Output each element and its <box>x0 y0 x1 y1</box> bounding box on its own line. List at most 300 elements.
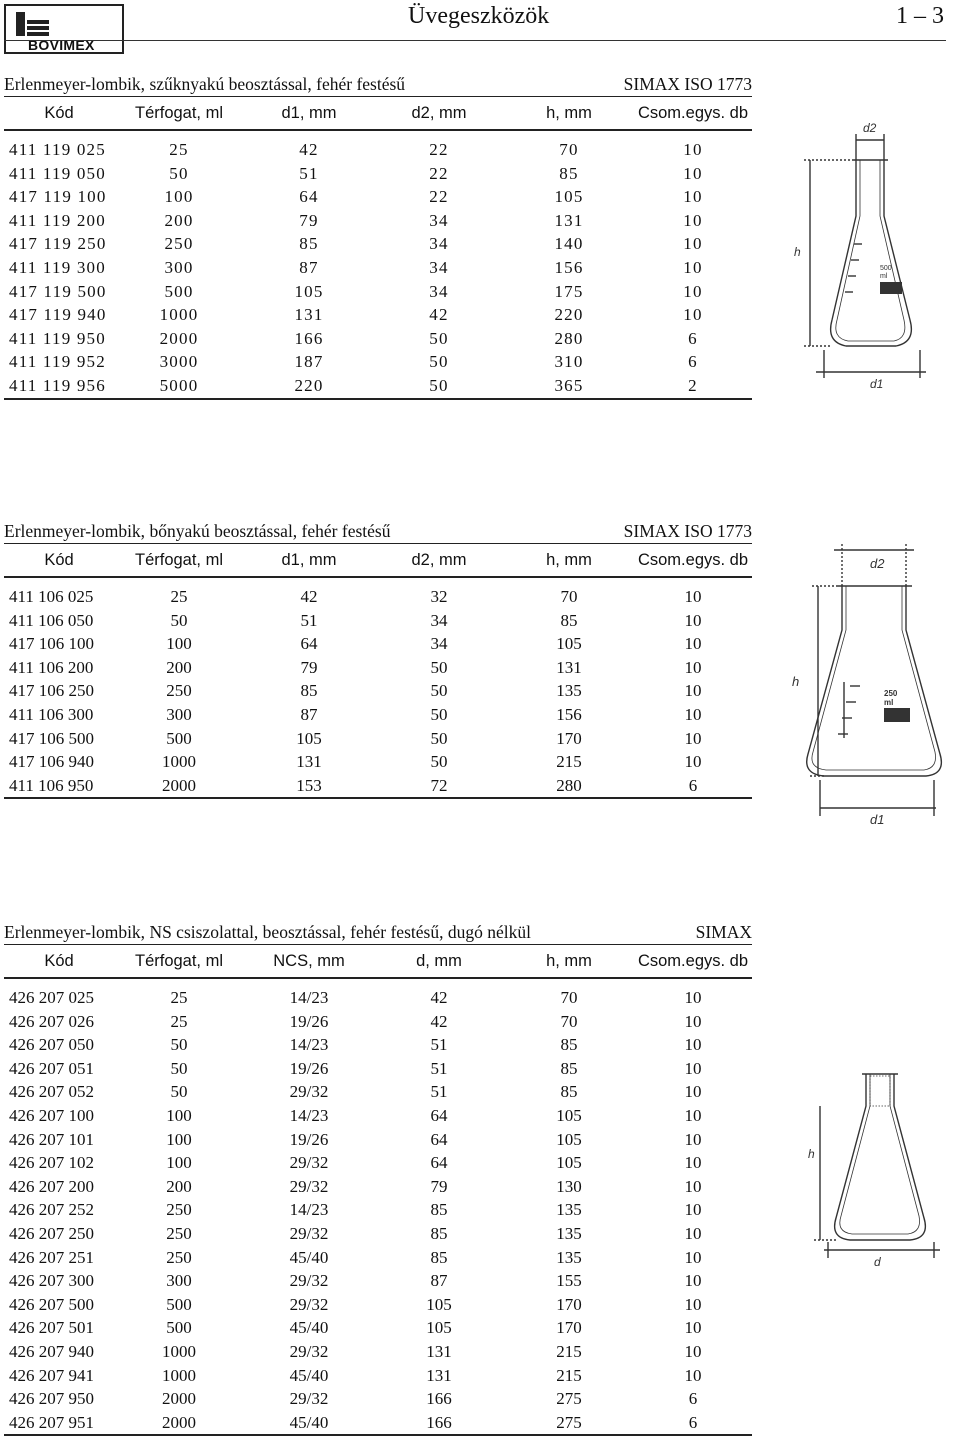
table-cell: 6 <box>634 1411 752 1436</box>
table-cell: 105 <box>426 1294 452 1314</box>
product-code-cell: 417 119 250 <box>9 234 107 254</box>
section-title-detail: NS csiszolattal, beosztással, fehér festésű, dugó nélkül <box>145 922 531 942</box>
table-cell: 85 <box>300 681 318 701</box>
table-row <box>4 1387 752 1411</box>
table-cell: 170 <box>556 1294 582 1314</box>
table-row <box>4 1080 752 1104</box>
table-row <box>4 303 752 327</box>
table-row <box>4 609 752 633</box>
product-code-cell: 417 119 500 <box>9 281 107 301</box>
column-header: Kód <box>4 97 114 130</box>
table-cell: 50 <box>170 1035 188 1055</box>
product-code-cell: 417 106 940 <box>9 752 94 772</box>
column-header: d2, mm <box>374 97 504 130</box>
column-header: NCS, mm <box>244 945 374 978</box>
section-standard: SIMAX ISO 1773 <box>623 74 752 94</box>
table-cell: 10 <box>684 1271 702 1291</box>
table-cell: 29/32 <box>289 1082 329 1102</box>
fig-label-d1: d1 <box>870 377 884 391</box>
figure-ns-joint-flask <box>800 1066 950 1266</box>
table-cell: 250 <box>166 681 192 701</box>
table-row <box>4 1246 752 1270</box>
table-cell: 100 <box>166 1129 192 1149</box>
table-cell: 200 <box>164 210 194 230</box>
column-header: Csom.egys. db <box>634 97 752 130</box>
table-cell: 87 <box>299 257 319 277</box>
product-code-cell: 417 106 500 <box>9 728 94 748</box>
table-cell: 22 <box>429 187 449 207</box>
flask-diagram-icon <box>780 538 950 828</box>
table-cell: 29/32 <box>289 1294 329 1314</box>
table-cell: 85 <box>560 1058 578 1078</box>
table-cell: 14/23 <box>289 1105 329 1125</box>
table-cell: 50 <box>429 352 449 372</box>
product-code-cell: 417 106 100 <box>9 634 94 654</box>
table-cell: 10 <box>683 281 703 301</box>
table-cell: 10 <box>684 1011 702 1031</box>
table-cell: 105 <box>426 1318 452 1338</box>
table-cell: 50 <box>430 681 448 701</box>
table-row <box>4 280 752 304</box>
table-cell: 64 <box>430 1129 448 1149</box>
table-cell: 10 <box>683 163 703 183</box>
table-cell: 10 <box>684 1035 702 1055</box>
table-cell: 131 <box>294 305 324 325</box>
table-cell: 100 <box>166 1105 192 1125</box>
table-cell: 10 <box>684 657 702 677</box>
table-cell: 250 <box>166 1247 192 1267</box>
table-cell: 10 <box>684 1058 702 1078</box>
table-cell: 51 <box>430 1082 448 1102</box>
table-cell: 34 <box>429 234 449 254</box>
table-cell: 156 <box>554 257 584 277</box>
figure-narrow-neck-flask <box>776 120 946 392</box>
table-cell: 275 <box>504 1411 634 1436</box>
table-cell: 170 <box>556 1318 582 1338</box>
section-title-detail: szűknyakú beosztással, fehér festésű <box>145 74 406 94</box>
table-cell: 10 <box>683 234 703 254</box>
fig-label-d1: d1 <box>870 812 885 827</box>
table-row <box>4 1175 752 1199</box>
table-cell: 50 <box>374 374 504 399</box>
table-cell: 29/32 <box>289 1389 329 1409</box>
table-cell: 1000 <box>159 305 199 325</box>
table-cell: 34 <box>429 281 449 301</box>
table-cell: 10 <box>684 1082 702 1102</box>
column-header: d2, mm <box>374 544 504 577</box>
table-row <box>4 327 752 351</box>
column-header: Kód <box>4 945 114 978</box>
page-number: 1 – 3 <box>896 3 944 29</box>
table-cell: 50 <box>430 752 448 772</box>
flask-volume-label: 500 <box>880 265 892 272</box>
column-header: h, mm <box>504 544 634 577</box>
product-code-cell: 411 119 200 <box>9 210 106 230</box>
table-cell: 25 <box>170 587 188 606</box>
table-cell: 70 <box>560 1011 578 1031</box>
product-code-cell: 426 207 951 <box>4 1411 114 1436</box>
product-code-cell: 411 119 300 <box>9 257 106 277</box>
table-cell: 10 <box>684 1341 702 1361</box>
table-cell: 70 <box>560 587 578 606</box>
table-cell: 10 <box>684 1247 702 1267</box>
table-cell: 2000 <box>159 328 199 348</box>
table-cell: 32 <box>430 587 448 606</box>
product-code-cell: 417 106 250 <box>9 681 94 701</box>
table-cell: 131 <box>426 1365 452 1385</box>
table-cell: 25 <box>170 1011 188 1031</box>
table-cell: 10 <box>684 1200 702 1220</box>
product-code-cell: 426 207 025 <box>9 988 94 1007</box>
table-cell: 34 <box>429 210 449 230</box>
section-title-main: Erlenmeyer-lombik, <box>4 74 146 94</box>
product-code-cell: 426 207 300 <box>9 1271 94 1291</box>
table-row <box>4 656 752 680</box>
table-cell: 10 <box>683 140 703 159</box>
table-cell: 10 <box>684 728 702 748</box>
table-cell: 1000 <box>162 1341 196 1361</box>
table-row <box>4 162 752 186</box>
table-cell: 34 <box>430 634 448 654</box>
table-cell: 70 <box>560 988 578 1007</box>
flask-diagram-icon <box>776 120 946 392</box>
table-cell: 85 <box>560 1082 578 1102</box>
fig-label-h: h <box>794 245 801 259</box>
table-cell: 5000 <box>114 374 244 399</box>
product-table <box>4 544 752 799</box>
table-cell: 250 <box>166 1223 192 1243</box>
table-cell: 215 <box>556 752 582 772</box>
table-cell: 140 <box>554 234 584 254</box>
table-cell: 10 <box>684 634 702 654</box>
table-row <box>4 632 752 656</box>
table-cell: 19/26 <box>289 1058 329 1078</box>
table-cell: 100 <box>164 187 194 207</box>
table-cell: 105 <box>554 187 584 207</box>
table-cell: 51 <box>430 1058 448 1078</box>
table-cell: 50 <box>170 610 188 630</box>
table-cell: 300 <box>166 1271 192 1291</box>
table-cell: 29/32 <box>289 1341 329 1361</box>
table-cell: 500 <box>166 1318 192 1338</box>
fig-label-d: d <box>874 1255 881 1266</box>
table-cell: 105 <box>556 634 582 654</box>
table-cell: 166 <box>426 1389 452 1409</box>
table-cell: 45/40 <box>289 1318 329 1338</box>
product-code-cell: 426 207 101 <box>9 1129 94 1149</box>
table-cell: 10 <box>683 187 703 207</box>
table-row <box>4 1269 752 1293</box>
table-cell: 22 <box>429 163 449 183</box>
table-cell: 10 <box>684 1105 702 1125</box>
table-cell: 45/40 <box>289 1247 329 1267</box>
table-cell: 187 <box>294 352 324 372</box>
table-cell: 10 <box>683 257 703 277</box>
fig-label-d2: d2 <box>863 121 877 135</box>
table-row <box>4 1293 752 1317</box>
flask-diagram-icon <box>800 1066 950 1266</box>
table-cell: 50 <box>430 728 448 748</box>
table-cell: 42 <box>299 140 319 159</box>
table-cell: 1000 <box>162 1365 196 1385</box>
table-cell: 200 <box>166 1176 192 1196</box>
table-cell: 10 <box>684 1318 702 1338</box>
table-cell: 22 <box>429 140 449 159</box>
table-cell: 310 <box>554 352 584 372</box>
table-cell: 250 <box>166 1200 192 1220</box>
table-row <box>4 1316 752 1340</box>
svg-text:ml: ml <box>884 698 894 707</box>
product-code-cell: 417 119 100 <box>9 187 107 207</box>
table-cell: 25 <box>170 988 188 1007</box>
table-cell: 135 <box>556 1223 582 1243</box>
table-cell: 29/32 <box>289 1223 329 1243</box>
table-row <box>4 727 752 751</box>
product-code-cell: 426 207 051 <box>9 1058 94 1078</box>
table-cell: 105 <box>296 728 322 748</box>
table-cell: 500 <box>164 281 194 301</box>
table-row <box>4 1198 752 1222</box>
figure-wide-neck-flask <box>780 538 950 828</box>
table-cell: 131 <box>426 1341 452 1361</box>
table-cell: 10 <box>683 210 703 230</box>
table-cell: 156 <box>556 704 582 724</box>
table-cell: 14/23 <box>289 1200 329 1220</box>
table-cell: 280 <box>554 328 584 348</box>
column-header: h, mm <box>504 97 634 130</box>
table-cell: 166 <box>374 1411 504 1436</box>
product-code-cell: 411 106 950 <box>4 774 114 799</box>
table-cell: 29/32 <box>289 1271 329 1291</box>
table-cell: 130 <box>556 1176 582 1196</box>
fig-label-h: h <box>792 674 800 689</box>
product-code-cell: 411 106 200 <box>9 657 94 677</box>
table-cell: 105 <box>556 1153 582 1173</box>
product-code-cell: 426 207 950 <box>9 1389 94 1409</box>
page-title: Üvegeszközök <box>408 3 550 29</box>
table-cell: 131 <box>296 752 322 772</box>
table-row <box>4 703 752 727</box>
product-code-cell: 426 207 250 <box>9 1223 94 1243</box>
table-row <box>4 1033 752 1057</box>
table-cell: 50 <box>430 704 448 724</box>
table-cell: 166 <box>294 328 324 348</box>
table-header-row <box>4 945 752 978</box>
fig-label-h: h <box>808 1147 815 1161</box>
table-cell: 500 <box>166 1294 192 1314</box>
table-cell: 215 <box>556 1341 582 1361</box>
table-cell: 10 <box>684 1153 702 1173</box>
product-code-cell: 426 207 100 <box>9 1105 94 1125</box>
product-code-cell: 426 207 251 <box>9 1247 94 1267</box>
table-cell: 50 <box>170 1082 188 1102</box>
product-code-cell: 426 207 501 <box>9 1318 94 1338</box>
table-row <box>4 374 752 399</box>
table-cell: 6 <box>688 1389 698 1409</box>
table-cell: 85 <box>430 1223 448 1243</box>
table-cell: 64 <box>299 187 319 207</box>
table-cell: 250 <box>164 234 194 254</box>
table-cell: 153 <box>244 774 374 799</box>
product-code-cell: 411 106 300 <box>9 704 94 724</box>
table-cell: 100 <box>166 634 192 654</box>
table-cell: 2000 <box>162 1389 196 1409</box>
table-row <box>4 1364 752 1388</box>
company-logo <box>4 4 124 54</box>
table-row <box>4 232 752 256</box>
table-cell: 365 <box>504 374 634 399</box>
table-cell: 10 <box>684 610 702 630</box>
table-cell: 51 <box>300 610 318 630</box>
logo-mark-icon <box>16 12 50 36</box>
table-cell: 87 <box>430 1271 448 1291</box>
product-table <box>4 97 752 400</box>
table-cell: 10 <box>684 1365 702 1385</box>
table-cell: 135 <box>556 1200 582 1220</box>
table-cell: 79 <box>300 657 318 677</box>
table-cell: 300 <box>164 257 194 277</box>
table-cell: 215 <box>556 1365 582 1385</box>
table-cell: 29/32 <box>289 1153 329 1173</box>
svg-text:ml: ml <box>880 273 888 280</box>
product-code-cell: 411 119 050 <box>9 163 106 183</box>
table-cell: 45/40 <box>244 1411 374 1436</box>
table-cell: 85 <box>560 610 578 630</box>
table-cell: 10 <box>684 587 702 606</box>
product-code-cell: 426 207 050 <box>9 1035 94 1055</box>
table-row <box>4 256 752 280</box>
table-cell: 42 <box>300 587 318 606</box>
table-cell: 3000 <box>159 352 199 372</box>
fig-label-d2: d2 <box>870 556 885 571</box>
table-cell: 14/23 <box>289 1035 329 1055</box>
column-header: Csom.egys. db <box>634 544 752 577</box>
table-cell: 10 <box>684 704 702 724</box>
table-cell: 25 <box>169 140 189 159</box>
table-cell: 105 <box>556 1105 582 1125</box>
product-code-cell: 411 119 025 <box>9 140 106 159</box>
header-divider <box>4 40 946 41</box>
section-wide-neck <box>4 521 752 799</box>
table-cell: 300 <box>166 704 192 724</box>
table-cell: 70 <box>559 140 579 159</box>
table-cell: 10 <box>684 1176 702 1196</box>
product-table <box>4 945 752 1436</box>
table-cell: 85 <box>559 163 579 183</box>
table-cell: 135 <box>556 1247 582 1267</box>
section-standard: SIMAX ISO 1773 <box>623 521 752 541</box>
column-header: Csom.egys. db <box>634 945 752 978</box>
table-cell: 6 <box>634 774 752 799</box>
table-cell: 45/40 <box>289 1365 329 1385</box>
table-cell: 131 <box>556 657 582 677</box>
product-code-cell: 426 207 200 <box>9 1176 94 1196</box>
table-cell: 19/26 <box>289 1129 329 1149</box>
table-cell: 10 <box>684 681 702 701</box>
table-row <box>4 209 752 233</box>
flask-volume-label: 250 <box>884 689 898 698</box>
column-header: d1, mm <box>244 544 374 577</box>
table-cell: 34 <box>429 257 449 277</box>
table-cell: 29/32 <box>289 1176 329 1196</box>
table-cell: 200 <box>166 657 192 677</box>
table-cell: 87 <box>300 704 318 724</box>
table-row <box>4 1010 752 1034</box>
table-cell: 10 <box>684 752 702 772</box>
table-cell: 50 <box>169 163 189 183</box>
table-row <box>4 1222 752 1246</box>
column-header: d1, mm <box>244 97 374 130</box>
table-cell: 6 <box>688 328 698 348</box>
table-cell: 85 <box>560 1035 578 1055</box>
column-header: Térfogat, ml <box>114 945 244 978</box>
product-code-cell: 426 207 052 <box>9 1082 94 1102</box>
section-title-main: Erlenmeyer-lombik, <box>4 922 146 942</box>
column-header: Térfogat, ml <box>114 97 244 130</box>
table-cell: 85 <box>430 1247 448 1267</box>
product-code-cell: 426 207 500 <box>9 1294 94 1314</box>
table-cell: 10 <box>684 1129 702 1149</box>
table-row <box>4 1411 752 1436</box>
table-cell: 51 <box>299 163 319 183</box>
table-cell: 85 <box>430 1200 448 1220</box>
table-header-row <box>4 544 752 577</box>
table-cell: 155 <box>556 1271 582 1291</box>
table-cell: 10 <box>684 988 702 1007</box>
product-code-cell: 426 207 252 <box>9 1200 94 1220</box>
table-row <box>4 130 752 162</box>
table-cell: 105 <box>556 1129 582 1149</box>
table-cell: 135 <box>556 681 582 701</box>
table-row <box>4 1104 752 1128</box>
table-cell: 2000 <box>114 1411 244 1436</box>
table-cell: 34 <box>430 610 448 630</box>
table-cell: 42 <box>429 305 449 325</box>
section-heading <box>4 74 752 97</box>
table-row <box>4 185 752 209</box>
column-header: h, mm <box>504 945 634 978</box>
table-cell: 10 <box>684 1223 702 1243</box>
table-row <box>4 978 752 1010</box>
product-code-cell: 426 207 941 <box>9 1365 94 1385</box>
table-row <box>4 1340 752 1364</box>
table-cell: 14/23 <box>289 988 329 1007</box>
section-heading <box>4 521 752 544</box>
product-code-cell: 411 119 952 <box>9 352 106 372</box>
product-code-cell: 417 119 940 <box>9 305 107 325</box>
table-cell: 79 <box>430 1176 448 1196</box>
table-cell: 220 <box>244 374 374 399</box>
table-cell: 50 <box>429 328 449 348</box>
table-row <box>4 750 752 774</box>
table-cell: 64 <box>300 634 318 654</box>
column-header: Kód <box>4 544 114 577</box>
table-cell: 42 <box>430 1011 448 1031</box>
table-cell: 64 <box>430 1153 448 1173</box>
table-cell: 85 <box>299 234 319 254</box>
section-standard: SIMAX <box>695 922 752 942</box>
table-row <box>4 1151 752 1175</box>
product-code-cell: 426 207 026 <box>9 1011 94 1031</box>
section-ns-joint <box>4 922 752 1436</box>
logo-text: BOVIMEX <box>28 37 95 53</box>
table-cell: 19/26 <box>289 1011 329 1031</box>
table-cell: 6 <box>688 352 698 372</box>
product-code-cell: 426 207 102 <box>9 1153 94 1173</box>
table-cell: 500 <box>166 728 192 748</box>
table-row <box>4 1057 752 1081</box>
table-row <box>4 350 752 374</box>
